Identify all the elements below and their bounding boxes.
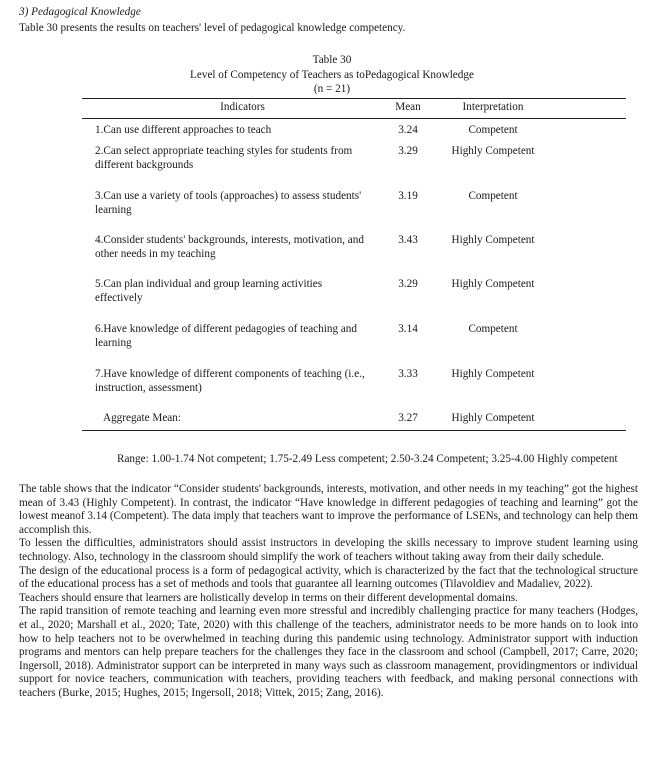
row-1-mean: 3.24 <box>398 124 418 136</box>
row-4-indicator: 4.Consider students' backgrounds, interests, motivation, and other needs in my teaching <box>95 234 364 260</box>
row-7-indicator: 7.Have knowledge of different components of teaching (i.e., instruction, assessment) <box>95 368 365 394</box>
row-3-indicator: 3.Can use a variety of tools (approaches) to assess students' learning <box>95 190 362 216</box>
row-5-interpretation: Highly Competent <box>451 278 535 290</box>
row-2-mean: 3.29 <box>398 145 418 157</box>
header-interpretation: Interpretation <box>462 101 524 113</box>
row-6-indicator: 6.Have knowledge of different pedagogies of teaching and learning <box>95 323 357 349</box>
aggregate-label: Aggregate Mean: <box>103 412 181 424</box>
row-5-mean: 3.29 <box>398 278 418 290</box>
paragraph-5: The rapid transition of remote teaching and learning even more stressful and incredibly challenging practice for many teachers (Hodges, et al., 2020; Marshall et al., 2020; Tate, 2020) with this challenge of the teachers, administrator needs to be more hands on to look into how to help teachers not to be overwhelmed in teaching during this pandemic using technology. Administrator support with induction programs and mentors can help prepare teachers for the challenges they face in the classroom and school (Campbell, 2017; Carre, 2020; Ingersoll, 2018). Administrator support can be interpreted in many ways such as classroom management, providingmentors or individual support for novice teachers, communication with teachers, providing teachers with feedback, and making personal connections with teachers (Burke, 2015; Hughes, 2015; Ingersoll, 2018; Vittek, 2015; Zang, 2016). <box>19 605 638 699</box>
range-note: Range: 1.00-1.74 Not competent; 1.75-2.49 Less competent; 2.50-3.24 Competent; 3.25-4.00 Highly competent <box>117 453 618 465</box>
row-6-interpretation: Competent <box>468 323 518 335</box>
table-title: Level of Competency of Teachers as toPedagogical Knowledge <box>190 69 474 81</box>
body-text <box>19 483 638 701</box>
header-mean: Mean <box>395 101 421 113</box>
row-7-mean: 3.33 <box>398 368 418 380</box>
table-header-rule <box>82 118 626 119</box>
aggregate-mean: 3.27 <box>398 412 418 424</box>
table-top-rule <box>82 98 626 99</box>
row-5-indicator: 5.Can plan individual and group learning activities effectively <box>95 278 323 304</box>
row-3-interpretation: Competent <box>468 190 518 202</box>
row-1-interpretation: Competent <box>468 124 518 136</box>
table-bottom-rule <box>82 430 626 431</box>
row-1-indicator: 1.Can use different approaches to teach <box>95 124 272 136</box>
paragraph-2: To lessen the difficulties, administrators should assist instructors in developing the skills necessary to improve student learning using technology. Also, technology in the classroom should simplify the work of teachers without taking away from their daily schedule. <box>19 537 638 563</box>
paragraph-1: The table shows that the indicator “Consider students' backgrounds, interests, motivation, and other needs in my teaching” got the highest mean of 3.43 (Highly Competent). In contrast, the indicator “Have knowledge in different pedagogies of teaching and learning” got the lowest meanof 3.14 (Competent). The data imply that teachers want to improve the performance of LSENs, and technology can help them accomplish this. <box>19 483 638 536</box>
header-indicators: Indicators <box>220 101 265 113</box>
section-heading: 3) Pedagogical Knowledge <box>19 6 141 18</box>
row-7-interpretation: Highly Competent <box>451 368 535 380</box>
paragraph-3: The design of the educational process is a form of pedagogical activity, which is characterized by the fact that the technological structure of the educational process has a set of methods and tools that guarantee all learning outcomes (Tilavoldiev and Madaliev, 2022). <box>19 564 638 591</box>
intro-text: Table 30 presents the results on teachers' level of pedagogical knowledge competency. <box>19 22 406 34</box>
row-2-interpretation: Highly Competent <box>451 145 535 157</box>
row-4-mean: 3.43 <box>398 234 418 246</box>
table-number: Table 30 <box>312 54 352 66</box>
aggregate-interpretation: Highly Competent <box>451 412 535 424</box>
row-6-mean: 3.14 <box>398 323 418 335</box>
paragraph-4: Teachers should ensure that learners are holistically develop in terms on their different developmental domains. <box>19 591 518 604</box>
table-n: (n = 21) <box>313 83 351 95</box>
row-4-interpretation: Highly Competent <box>451 234 535 246</box>
row-2-indicator: 2.Can select appropriate teaching styles for students from different backgrounds <box>95 145 353 171</box>
row-3-mean: 3.19 <box>398 190 418 202</box>
